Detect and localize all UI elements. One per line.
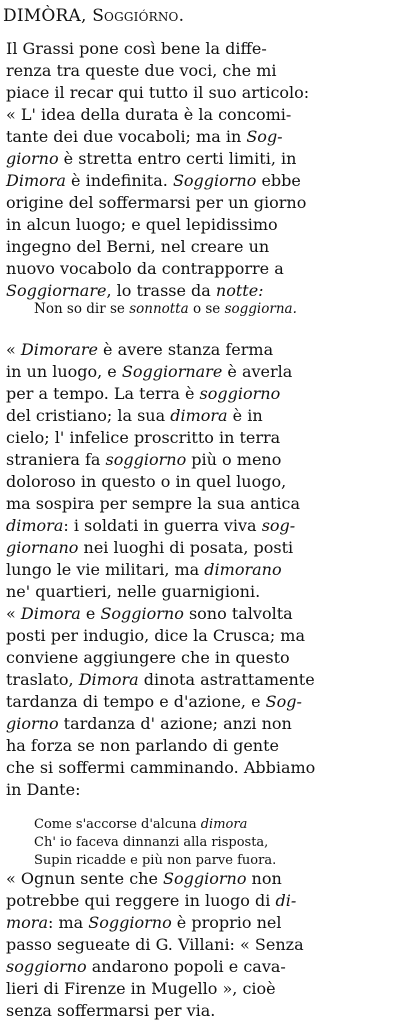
text-run: del cristiano; la sua [6, 406, 171, 425]
text-line: lieri di Firenze in Mugello », cioè [6, 979, 276, 998]
text-line [6, 691, 401, 713]
text-line: origine del soffermarsi per un giorno [6, 193, 307, 212]
italic-term: giorno [6, 149, 59, 168]
text-line [6, 170, 401, 192]
text-line [6, 603, 401, 625]
text-line: ne' quartieri, nelle guarnigioni. [6, 582, 261, 601]
italic-term: notte: [215, 281, 264, 300]
italic-term: dimora [170, 406, 228, 425]
text-line [6, 361, 401, 383]
text-line: piace il recar qui tutto il suo articolo: [6, 83, 310, 102]
heading-sub: Soggiórno. [92, 6, 185, 26]
italic-term: soggiorno [199, 384, 281, 403]
quote-dante [34, 816, 276, 870]
quote-berni [34, 300, 297, 318]
text-run: « [6, 340, 21, 359]
quote-italic: sonnotta [129, 301, 189, 317]
text-run: andarono popoli e cava- [86, 957, 286, 976]
text-run: ebbe [256, 171, 301, 190]
text-run: è indefinita. [65, 171, 173, 190]
text-run: è in [227, 406, 263, 425]
text-run: tardanza d' azione; anzi non [58, 714, 292, 733]
text-line: passo segueate di G. Villani: « Senza [6, 935, 304, 954]
text-line: cielo; l' infelice proscritto in terra [6, 428, 281, 447]
text-line [6, 339, 401, 361]
text-run: più o meno [186, 450, 282, 469]
italic-term: Soggiornare [6, 281, 107, 300]
text-line: posti per indugio, dice la Crusca; ma [6, 626, 306, 645]
text-line: che si soffermi camminando. Abbiamo [6, 758, 316, 777]
text-line [6, 148, 401, 170]
text-run: straniera fa [6, 450, 106, 469]
text-run: traslato, [6, 670, 79, 689]
text-line: conviene aggiungere che in questo [6, 648, 290, 667]
italic-term: Dimora [78, 670, 139, 689]
text-line: Il Grassi pone così bene la diffe- [6, 39, 267, 58]
text-run: : i soldati in guerra viva [63, 516, 262, 535]
text-line [6, 559, 401, 581]
italic-term: dimora [200, 817, 248, 832]
quote-italic: soggiorna. [224, 301, 297, 317]
italic-term: dimora [6, 516, 64, 535]
text-line: senza soffermarsi per via. [6, 1001, 216, 1020]
text-line [6, 669, 401, 691]
text-line [6, 912, 401, 934]
text-line: Supin ricadde e più non parve fuora. [34, 853, 277, 868]
text-run: Come s'accorse d'alcuna [34, 817, 201, 832]
text-line [6, 537, 401, 559]
entry-heading [3, 6, 184, 26]
text-run: dinota astrattamente [138, 670, 315, 689]
text-line: « L' idea della durata è la concomi- [6, 105, 292, 124]
paragraph-intro [6, 38, 401, 302]
text-line [6, 956, 401, 978]
text-run: « [6, 604, 21, 623]
text-run: sono talvolta [183, 604, 293, 623]
quote-text: o se [188, 301, 225, 317]
paragraph-definition [6, 339, 401, 801]
text-run: : ma [48, 913, 89, 932]
text-line: ma sospira per sempre la sua antica [6, 494, 300, 513]
text-line [6, 280, 401, 302]
quote-text: Non so dir se [34, 301, 130, 317]
text-line [34, 816, 276, 834]
text-run: e [80, 604, 101, 623]
italic-term: Soggiornare [121, 362, 223, 381]
text-line [6, 449, 401, 471]
text-run: , lo trasse da [106, 281, 216, 300]
text-run: è avere stanza ferma [97, 340, 274, 359]
italic-term: sog- [261, 516, 296, 535]
text-run: non [246, 869, 282, 888]
italic-term: Sog- [246, 127, 283, 146]
text-line [6, 126, 401, 148]
text-line: ingegno del Berni, nel creare un [6, 237, 270, 256]
italic-term: Soggiorno [88, 913, 172, 932]
italic-term: dimorano [204, 560, 282, 579]
italic-term: giorno [6, 714, 59, 733]
text-line [6, 515, 401, 537]
italic-term: Sog- [265, 692, 302, 711]
italic-term: soggiorno [105, 450, 187, 469]
text-run: è averla [222, 362, 293, 381]
italic-term: mora [6, 913, 48, 932]
text-line [6, 890, 401, 912]
text-line: in Dante: [6, 780, 81, 799]
text-run: tardanza di tempo e d'azione, e [6, 692, 266, 711]
text-run: è stretta entro certi limiti, in [58, 149, 297, 168]
text-run: è proprio nel [171, 913, 282, 932]
italic-term: Soggiorno [163, 869, 247, 888]
text-line [6, 868, 401, 890]
text-line [6, 383, 401, 405]
text-run: potrebbe qui reggere in luogo di [6, 891, 276, 910]
text-line [6, 405, 401, 427]
text-run: tante dei due vocaboli; ma in [6, 127, 247, 146]
italic-term: soggiorno [6, 957, 87, 976]
italic-term: Soggiorno [172, 171, 257, 190]
text-run: in un luogo, e [6, 362, 122, 381]
text-line: ha forza se non parlando di gente [6, 736, 279, 755]
italic-term: giornano [6, 538, 79, 557]
text-line: renza tra queste due voci, che mi [6, 61, 277, 80]
text-line: nuovo vocabolo da contrapporre a [6, 259, 284, 278]
italic-term: Dimorare [20, 340, 98, 359]
text-run: lungo le vie militari, ma [6, 560, 205, 579]
paragraph-villani [6, 868, 401, 1022]
text-line: doloroso in questo o in quel luogo, [6, 472, 287, 491]
heading-main: DIMÒRA, [3, 6, 87, 26]
text-run: « Ognun sente che [6, 869, 164, 888]
italic-term: Dimora [20, 604, 81, 623]
text-line: Ch' io faceva dinnanzi alla risposta, [34, 835, 269, 850]
italic-term: Soggiorno [100, 604, 184, 623]
text-line [6, 713, 401, 735]
italic-term: Dimora [6, 171, 66, 190]
text-run: nei luoghi di posata, posti [78, 538, 294, 557]
italic-term: di- [275, 891, 297, 910]
text-line: in alcun luogo; e quel lepidissimo [6, 215, 278, 234]
text-run: per a tempo. La terra è [6, 384, 200, 403]
